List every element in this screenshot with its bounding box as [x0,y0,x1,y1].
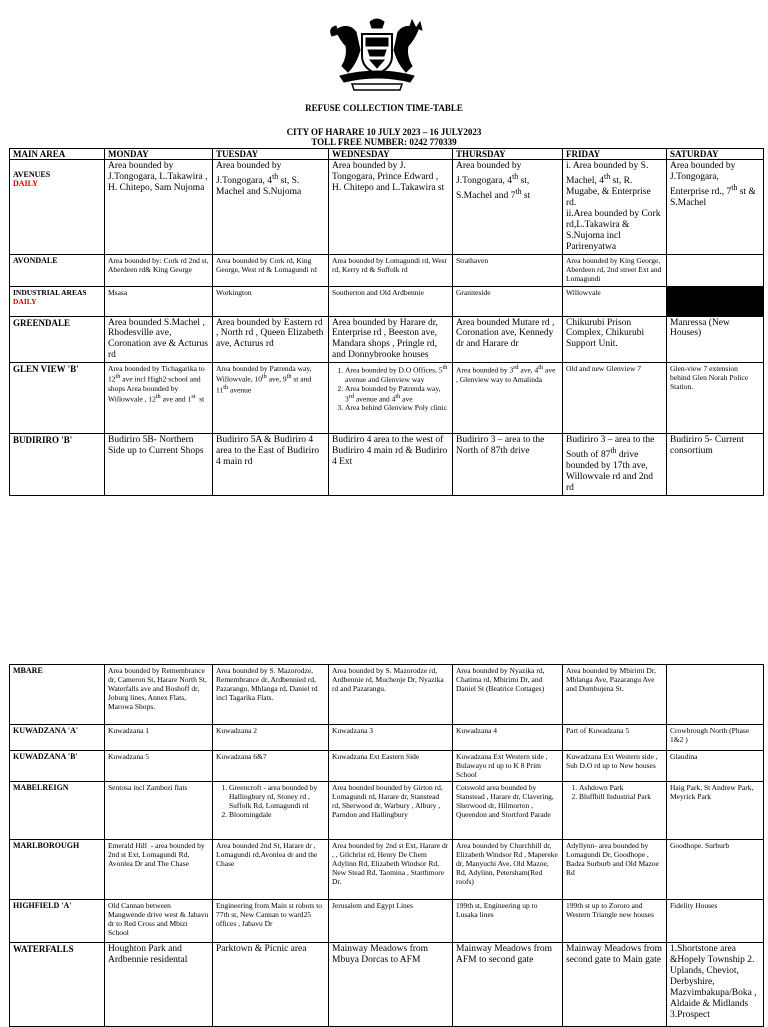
tuesday-cell: Parktown & Picnic area [213,943,329,1027]
coat-of-arms-logo [326,16,428,92]
tuesday-cell: Engineering from Main st robots to 77th st, New Cannan to ward25 offices , Jabavu Dr [213,900,329,943]
area-name: MBARE [10,665,105,725]
thursday-cell: Kuwadzana 4 [453,725,563,751]
friday-cell: Willowvale [563,286,667,316]
monday-cell: Area bounded by J.Tongogara, L.Takawira , H. Chitepo, Sam Nujoma [105,160,213,255]
tuesday-cell: Area bounded by Cork rd, King George, West rd & Lomagundi rd [213,254,329,286]
list-item: 1. Greencroft - area bounded by Hallingbury rd, Stoney rd , Suffolk Rd, Lomagundi rd [229,783,325,810]
tuesday-cell: Area bounded 2nd St, Harare dr , Lomagundi rd,Avonlea dr and the Chase [213,840,329,900]
list-item: 2. Bloomingdale [229,810,325,819]
monday-cell: Budiriro 5B- Northern Side up to Current Shops [105,434,213,496]
thursday-cell: Strathaven [453,254,563,286]
saturday-cell: Area bounded by J.Tongogara, Enterprise rd., 7th st & S.Machel [667,160,764,255]
saturday-cell-blacked-out [667,286,764,316]
wednesday-list [332,364,449,412]
friday-cell: i. Area bounded by S. Machel, 4th st, R. Mugabe, & Enterprise rd. ii.Area bounded by Cork rd,L.Takawira & S.Nujoma incl Parirenyatwa [563,160,667,255]
friday-cell: Kuwadzana Ext Western side , Sub D.O rd up to New houses [563,751,667,782]
monday-cell: Houghton Park and Ardbennie residental [105,943,213,1027]
tuesday-cell: Area bounded by J.Tongogara, 4th st, S. Machel and S.Nujoma [213,160,329,255]
thursday-cell: Area bounded by Churchhill dr, Elizabeth Windsor Rd , Mapereke dr, Manyuchi Ave, Old Mazoe, Rd, Adylinn, Petersham(Red roofs) [453,840,563,900]
table-row-waterfalls [10,943,764,1027]
thursday-cell: Area bounded by J.Tongogara, 4th st, S.Machel and 7th st [453,160,563,255]
area-name: MARLBOROUGH [10,840,105,900]
table-row-highfield [10,900,764,943]
document-subtitle: CITY OF HARARE 10 JULY 2023 – 16 JULY2023 [286,127,482,137]
thursday-cell: Area bounded Mutare rd , Coronation ave, Kennedy dr and Harare dr [453,316,563,363]
thursday-cell: Budiriro 3 – area to the North of 87th drive [453,434,563,496]
monday-cell: Emerald Hill - area bounded by 2nd st Ext, Lomagundi Rd, Avonlea Dr and The Chase [105,840,213,900]
tuesday-cell: Area bounded by Patrenda way, Willowvale, 10th ave, 9th st and 11th avenue [213,363,329,434]
friday-cell: Area bounded by Mbirimi Dr, Mhlanga Ave, Pazarangu Ave and Dumbujena St. [563,665,667,725]
table-row-glenview [10,363,764,434]
tuesday-cell: Area bounded by Eastern rd , North rd , Queen Elizabeth ave, Acturus rd [213,316,329,363]
table-row-greendale [10,316,764,363]
tuesday-cell: Budiriro 5A & Budiriro 4 area to the East of Budiriro 4 main rd [213,434,329,496]
thursday-cell: Graniteside [453,286,563,316]
table-row-budiriro [10,434,764,496]
friday-cell: Chikurubi Prison Complex, Chikurubi Support Unit. [563,316,667,363]
saturday-cell: Glaudina [667,751,764,782]
saturday-cell: Glen-view 7 extension behind Glen Norah Police Station. [667,363,764,434]
monday-cell: Area bounded S.Machel , Rhodesville ave, Coronation ave & Acturus rd [105,316,213,363]
area-name: KUWADZANA 'B' [10,751,105,782]
table-row-avenues [10,160,764,255]
header-wednesday: WEDNESDAY [329,149,453,160]
friday-list [566,783,663,801]
table-row-mabelreign [10,782,764,840]
table-header-row [10,149,764,160]
table-row-marlborough [10,840,764,900]
saturday-cell: Budiriro 5- Current consortium [667,434,764,496]
header-main-area: MAIN AREA [10,149,105,160]
friday-cell: Part of Kuwadzana 5 [563,725,667,751]
saturday-cell [667,254,764,286]
header-thursday: THURSDAY [453,149,563,160]
saturday-cell: Crowbrough North (Phase 1&2 ) [667,725,764,751]
wednesday-cell: Area bounded by 2nd st Ext, Harare dr , , Gilchrist rd, Henry De Chem Adylinn Rd, Elizabeth Windsor Rd, New Stead Rd, Taomina , Starthmore Dr. [329,840,453,900]
toll-free-number: TOLL FREE NUMBER: 0242 770339 [311,137,457,147]
thursday-cell: Cotswold area bounded by Stanstead , Harare dr, Clavering, Sherwood dr, Hilmorton , Queendon and Stortford Parade [453,782,563,840]
wednesday-cell: Mainway Meadows from Mbuya Dorcas to AFM [329,943,453,1027]
table-row-industrial [10,286,764,316]
friday-cell: 199th st up to Zororo and Western Triangle new houses [563,900,667,943]
area-cell [10,160,105,255]
area-name: INDUSTRIAL AREAS [13,287,87,297]
area-name: AVENUES [13,170,51,179]
header-friday: FRIDAY [563,149,667,160]
header-tuesday: TUESDAY [213,149,329,160]
area-cell [10,286,105,316]
table-row-avondale [10,254,764,286]
wednesday-cell: Area bounded by Harare dr, Enterprise rd , Beeston ave, Mandara shops , Pringle rd, and Donnybrooke houses [329,316,453,363]
timetable-part-2 [9,664,764,1027]
table-row-mbare [10,665,764,725]
daily-label: DAILY [13,296,37,306]
tuesday-cell: Kuwadzana 6&7 [213,751,329,782]
saturday-cell: Haig Park, St Andrew Park, Meyrick Park [667,782,764,840]
saturday-cell: Manressa (New Houses) [667,316,764,363]
timetable-part-1 [9,148,764,496]
thursday-cell: Area bounded by Nyazika rd, Chatima rd, Mbirimi Dr, and Daniel St (Beatrice Cottages) [453,665,563,725]
list-item: 2. Bluffhill Industrial Park [579,792,663,801]
friday-cell: Adyllynn- area bounded by Lomagundi Dr, Goodhope , Badza Surburb and Old Mazoe Rd [563,840,667,900]
monday-cell: Area bounded by Tichagarika to 12th ave incl High2 school and shops Area bounded by Willowvale , 12th ave and 1st st [105,363,213,434]
list-item: 1. Ashdown Park [579,783,663,792]
wednesday-cell: Kuwadzana 3 [329,725,453,751]
list-item: 3. Area behind Glenview Poly clinic [345,403,449,412]
wednesday-cell [329,363,453,434]
wednesday-cell: Jerusalem and Egypt Lines [329,900,453,943]
monday-cell: Msasa [105,286,213,316]
monday-cell: Kuwadzana 1 [105,725,213,751]
wednesday-cell: Area bounded by S. Mazorodze rd, Ardbennie rd, Muchenje Dr, Nyazika rd and Pazarangu. [329,665,453,725]
thursday-cell: Mainway Meadows from AFM to second gate [453,943,563,1027]
monday-cell: Area bounded by Remembrance dr, Cameron St, Harare North St, Waterfalls ave and Boshoff dr, Joburg lines, Annex Flats, Marowa Shops. [105,665,213,725]
area-name: HIGHFIELD 'A' [10,900,105,943]
header-monday: MONDAY [105,149,213,160]
thursday-cell: 199th st, Engineering up to Lusaka lines [453,900,563,943]
saturday-cell: Goodhope. Surburb [667,840,764,900]
area-name: WATERFALLS [10,943,105,1027]
friday-cell: Area bounded by King George, Aberdeen rd, 2nd street Ext and Lomagundi [563,254,667,286]
wednesday-cell: Southerton and Old Ardbennie [329,286,453,316]
monday-cell: Old Cannan between Mangwende drive west & Jabavu dr to Red Cross and Mbizi School [105,900,213,943]
tuesday-cell: Kuwadzana 2 [213,725,329,751]
friday-cell [563,782,667,840]
area-name: BUDIRIRO 'B' [10,434,105,496]
monday-cell: Sentosa incl Zambezi flats [105,782,213,840]
monday-cell: Area bounded by: Cork rd 2nd st, Aberdeen rd& King George [105,254,213,286]
saturday-cell [667,665,764,725]
tuesday-cell [213,782,329,840]
friday-cell: Old and new Glenview 7 [563,363,667,434]
area-name: GREENDALE [10,316,105,363]
saturday-cell: Fidelity Houses [667,900,764,943]
thursday-cell: Kuwadzana Ext Western side , Bulawayo rd up to K 8 Prim School [453,751,563,782]
document-title: REFUSE COLLECTION TIME-TABLE [305,103,463,113]
wednesday-cell: Kuwadzana Ext Eastern Side [329,751,453,782]
table-row-kuwadzana-b [10,751,764,782]
table-row-kuwadzana-a [10,725,764,751]
friday-cell: Budiriro 3 – area to the South of 87th drive bounded by 17th ave, Willowvale rd and 2nd rd [563,434,667,496]
list-item: 2. Area bounded by Patrenda way, 3rd avenue and 4th ave [345,384,449,404]
area-name: MABELREIGN [10,782,105,840]
monday-cell: Kuwadzana 5 [105,751,213,782]
area-name: GLEN VIEW 'B' [10,363,105,434]
area-name: AVONDALE [10,254,105,286]
daily-label: DAILY [13,179,39,188]
saturday-cell: 1.Shortstone area &Hopely Township 2. Uplands, Cheviot, Derbyshire, Mazvimbakupa/Boka , Aldaide & Midlands 3.Prospect [667,943,764,1027]
header-saturday: SATURDAY [667,149,764,160]
thursday-cell: Area bounded by 3rd ave, 4th ave , Glenview way to Amalinda [453,363,563,434]
list-item: 1. Area bounded by D.O Offices, 5th avenue and Glenview way [345,364,449,384]
tuesday-list [216,783,325,819]
wednesday-cell: Area bounded by J. Tongogara, Prince Edward , H. Chitepo and L.Takawira st [329,160,453,255]
wednesday-cell: Area bounded by Lomagundi rd, West rd, Kerry rd & Suffolk rd [329,254,453,286]
tuesday-cell: Workington [213,286,329,316]
wednesday-cell: Budiriro 4 area to the west of Budiriro 4 main rd & Budiriro 4 Ext [329,434,453,496]
tuesday-cell: Area bounded by S. Mazorodze, Remembrance dr, Ardbennied rd, Pazarangu, Mhlanga rd, Daniel rd incl Tagarika Flats. [213,665,329,725]
friday-cell: Mainway Meadows from second gate to Main gate [563,943,667,1027]
wednesday-cell: Area bounded bounded by Girton rd, Lomagundi rd, Harare dr, Stanstead rd, Sherwood dr, Warbury , Albury , Parndon and Hallingbury [329,782,453,840]
area-name: KUWADZANA 'A' [10,725,105,751]
